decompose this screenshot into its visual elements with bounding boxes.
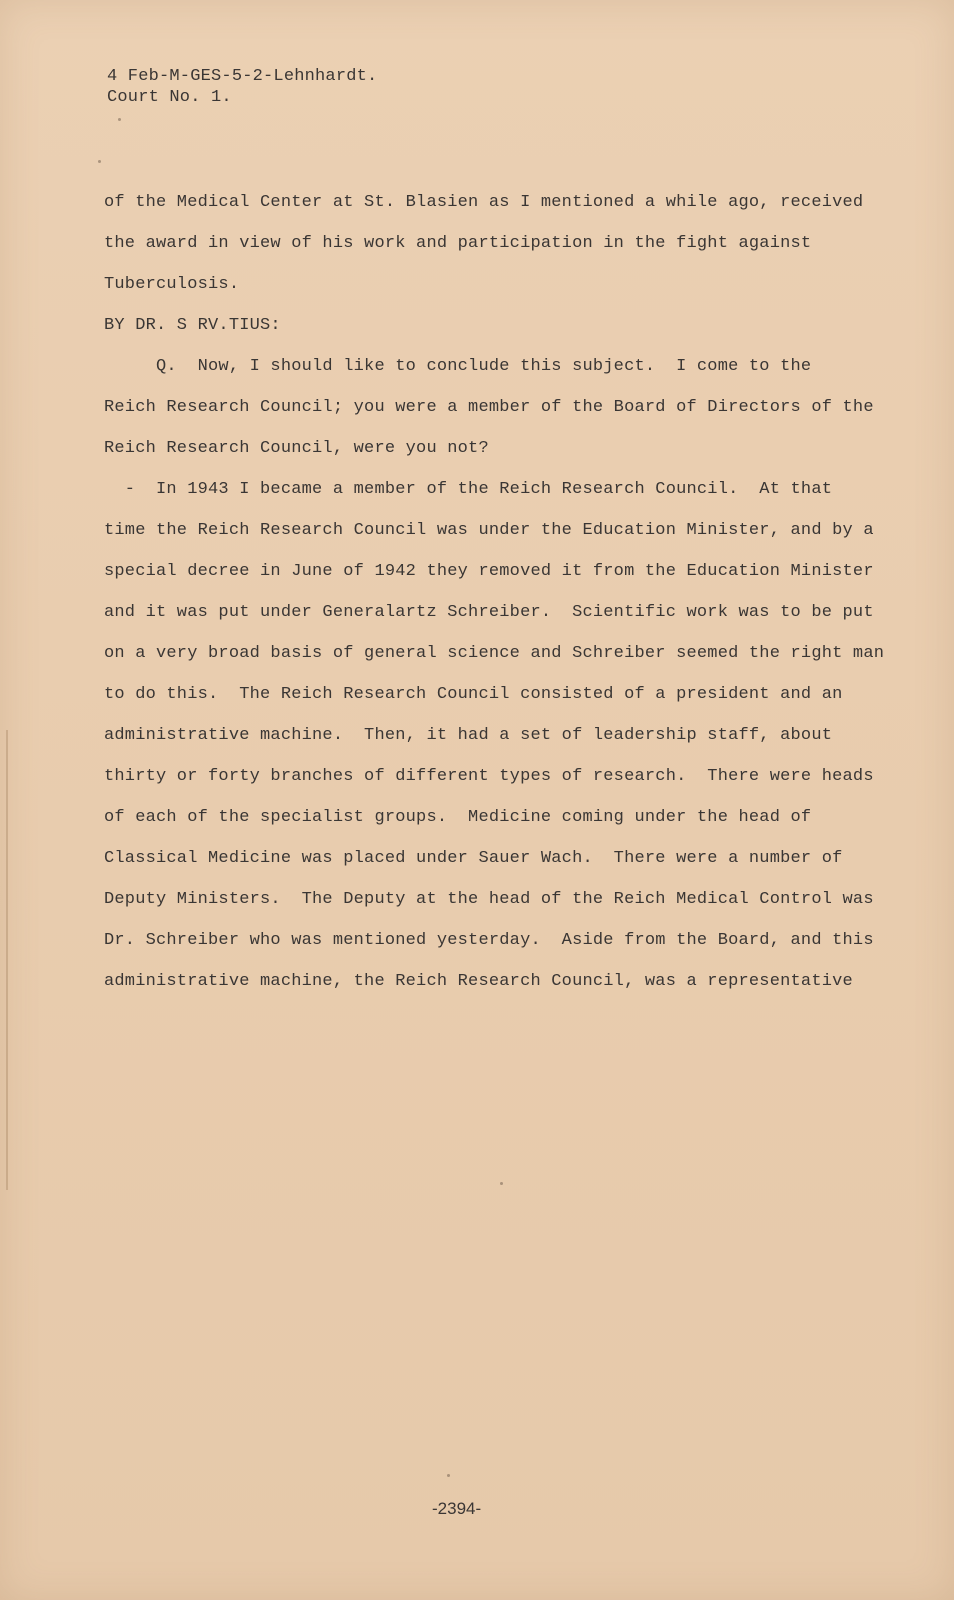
transcript-line: Dr. Schreiber who was mentioned yesterday. Aside from the Board, and this	[104, 931, 874, 950]
transcript-line: - In 1943 I became a member of the Reich Research Council. At that	[104, 480, 833, 499]
transcript-line: Reich Research Council, were you not?	[104, 439, 489, 458]
document-reference: 4 Feb-M-GES-5-2-Lehnhardt.	[107, 67, 378, 86]
transcript-line: time the Reich Research Council was under the Education Minister, and by a	[104, 521, 874, 540]
transcript-line: and it was put under Generalartz Schreiber. Scientific work was to be put	[104, 603, 874, 622]
transcript-line: special decree in June of 1942 they removed it from the Education Minister	[104, 562, 874, 581]
transcript-line: of the Medical Center at St. Blasien as I mentioned a while ago, received	[104, 193, 864, 212]
paper-speck	[98, 160, 101, 163]
transcript-line: of each of the specialist groups. Medicine coming under the head of	[104, 808, 812, 827]
transcript-line: the award in view of his work and participation in the fight against	[104, 234, 812, 253]
transcript-line: Reich Research Council; you were a member of the Board of Directors of the	[104, 398, 874, 417]
paper-speck	[500, 1182, 503, 1185]
transcript-line: Q. Now, I should like to conclude this subject. I come to the	[104, 357, 812, 376]
transcript-line: Classical Medicine was placed under Sauer Wach. There were a number of	[104, 849, 843, 868]
transcript-line: thirty or forty branches of different types of research. There were heads	[104, 767, 874, 786]
transcript-line: administrative machine. Then, it had a set of leadership staff, about	[104, 726, 833, 745]
transcript-line: administrative machine, the Reich Research Council, was a representative	[104, 972, 853, 991]
transcript-line: on a very broad basis of general science and Schreiber seemed the right man	[104, 644, 885, 663]
page-number: -2394-	[432, 1499, 482, 1518]
page-crease	[6, 730, 8, 1190]
paper-speck	[118, 118, 121, 121]
court-number: Court No. 1.	[107, 88, 232, 107]
speaker-heading: BY DR. S RV.TIUS:	[104, 316, 281, 335]
paper-speck	[447, 1474, 450, 1477]
transcript-line: to do this. The Reich Research Council consisted of a president and an	[104, 685, 843, 704]
transcript-line: Tuberculosis.	[104, 275, 240, 294]
transcript-line: Deputy Ministers. The Deputy at the head of the Reich Medical Control was	[104, 890, 874, 909]
